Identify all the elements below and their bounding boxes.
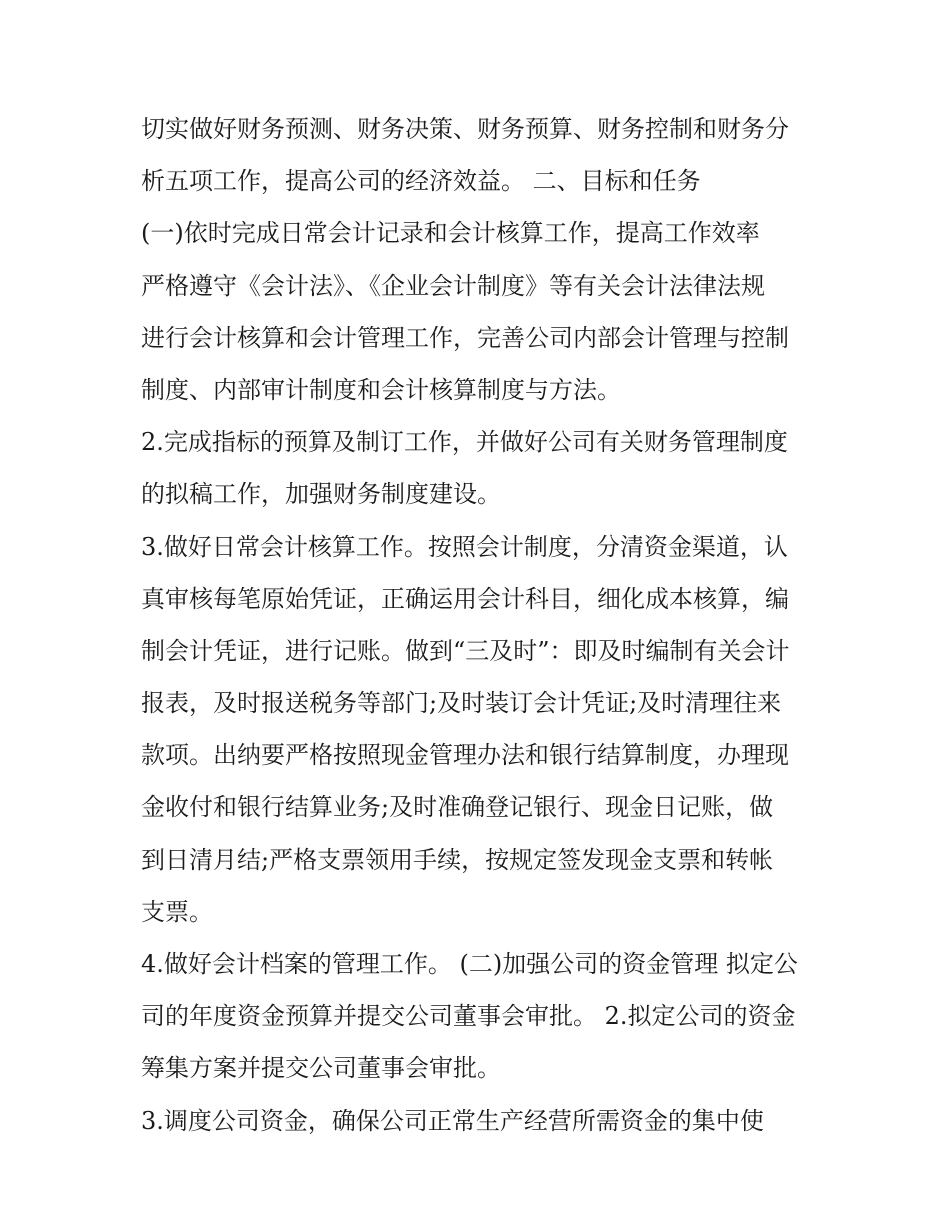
text-line: 3.调度公司资金，确保公司正常生产经营所需资金的集中使 (141, 1106, 764, 1135)
text-line: 款项。出纳要严格按照现金管理办法和银行结算制度，办理现 (141, 741, 789, 770)
text-line: 司的年度资金预算并提交公司董事会审批。 2.拟定公司的资金 (141, 1002, 796, 1031)
text-line: 制会计凭证，进行记账。做到“三及时”：即及时编制有关会计 (141, 636, 790, 665)
text-line: 金收付和银行结算业务;及时准确登记银行、现金日记账，做 (141, 793, 774, 822)
text-line: 进行会计核算和会计管理工作，完善公司内部会计管理与控制 (141, 323, 789, 352)
text-line: 2.完成指标的预算及制订工作，并做好公司有关财务管理制度 (141, 428, 788, 457)
text-line: 严格遵守《会计法》、《企业会计制度》等有关会计法律法规 (141, 271, 765, 300)
text-line: 制度、内部审计制度和会计核算制度与方法。 (141, 375, 621, 404)
document-body (141, 103, 841, 1147)
text-line: 真审核每笔原始凭证，正确运用会计科目，细化成本核算，编 (141, 584, 789, 613)
text-line: 到日清月结;严格支票领用手续，按规定签发现金支票和转帐 (141, 845, 774, 874)
text-line: (一)依时完成日常会计记录和会计核算工作，提高工作效率 (141, 219, 760, 248)
text-line: 析五项工作，提高公司的经济效益。 二、目标和任务 (141, 167, 701, 196)
text-line: 的拟稿工作，加强财务制度建设。 (141, 480, 501, 509)
text-line: 4.做好会计档案的管理工作。 (二)加强公司的资金管理 拟定公 (141, 950, 798, 978)
text-line: 报表，及时报送税务等部门;及时装订会计凭证;及时清理往来 (141, 689, 782, 718)
text-line: 筹集方案并提交公司董事会审批。 (141, 1054, 501, 1083)
text-line: 3.做好日常会计核算工作。按照会计制度，分清资金渠道，认 (141, 532, 788, 561)
text-line: 切实做好财务预测、财务决策、财务预算、财务控制和财务分 (141, 115, 789, 143)
text-line: 支票。 (141, 897, 213, 926)
